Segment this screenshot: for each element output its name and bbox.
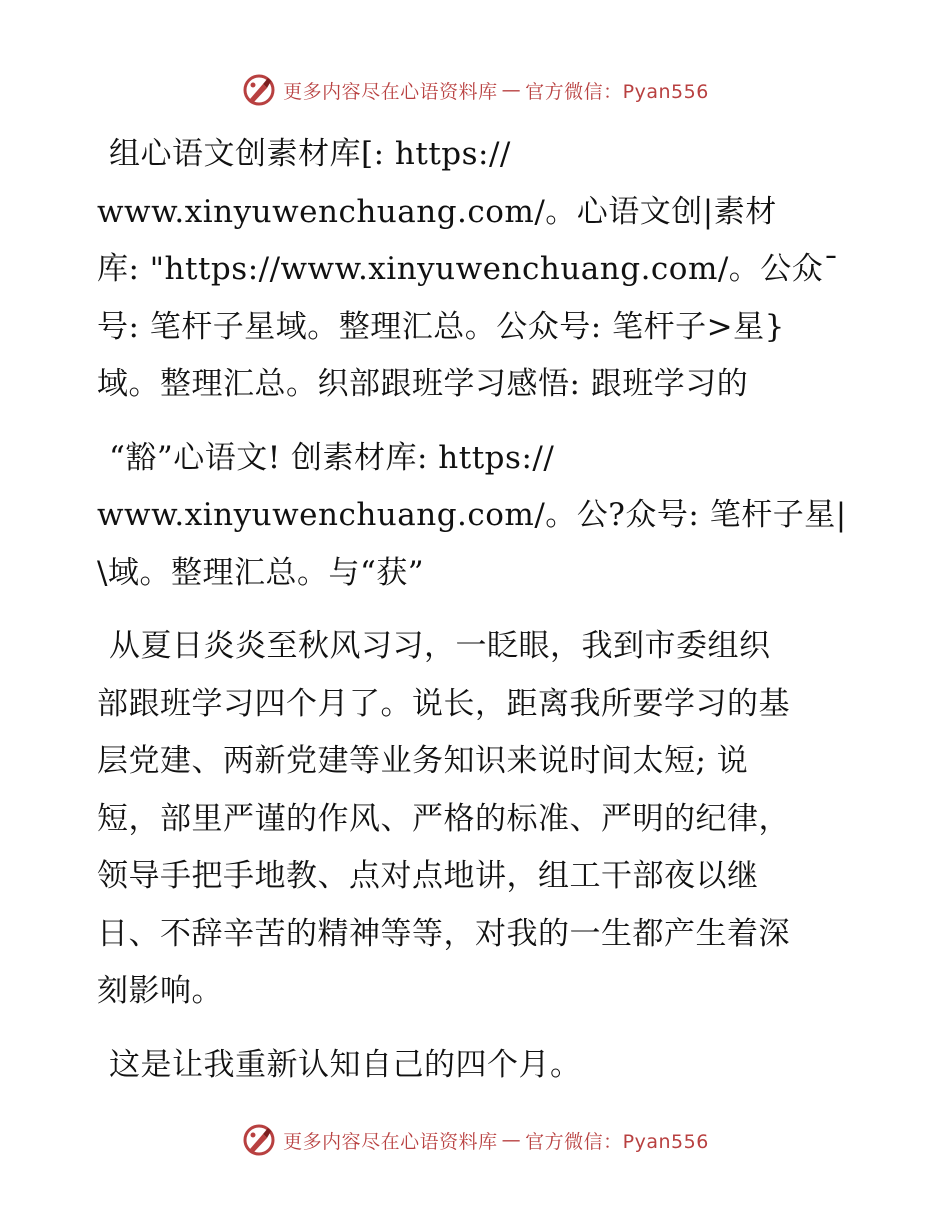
text-line: 层党建、两新党建等业务知识来说时间太短; 说 [97, 743, 749, 779]
text-line: 库: "https://www.xinyuwenchuang.com/。公众¯ [97, 251, 840, 287]
text-line: 组心语文创素材库[: https:// [109, 136, 511, 172]
header-watermark [0, 72, 950, 108]
document-body [97, 126, 857, 1094]
watermark-contact: 官方微信：Pyan556 [525, 1130, 709, 1153]
text-line: 这是让我重新认知自己的四个月。 [109, 1046, 582, 1083]
watermark-text: 更多内容尽在心语资料库 [283, 80, 498, 103]
text-line: 日、不辞辛苦的精神等等，对我的一生都产生着深 [97, 915, 790, 952]
watermark-separator: — [501, 79, 522, 101]
text-line: 领导手把手地教、点对点地讲，组工干部夜以继 [97, 858, 759, 894]
text-line: www.xinyuwenchuang.com/。公?众号: 笔杆子星| [97, 497, 847, 533]
watermark-separator: — [501, 1129, 522, 1151]
text-line: \域。整理汇总。与“获” [97, 554, 425, 591]
watermark-text: 更多内容尽在心语资料库 [283, 1130, 498, 1153]
watermark-contact: 官方微信：Pyan556 [525, 80, 709, 103]
pen-logo-icon [241, 1122, 277, 1158]
text-line: 刻影响。 [97, 973, 223, 1009]
footer-watermark [0, 1122, 950, 1158]
text-line: “豁”心语文! 创素材库: https:// [109, 439, 555, 476]
paragraph [97, 126, 857, 414]
text-line: 号: 笔杆子星域。整理汇总。公众号: 笔杆子>星} [97, 308, 785, 345]
text-line: 从夏日炎炎至秋风习习，一眨眼，我到市委组织 [109, 628, 771, 664]
paragraph [97, 430, 857, 603]
text-line: 域。整理汇总。织部跟班学习感悟: 跟班学习的 [97, 366, 749, 402]
paragraph [97, 618, 857, 1021]
text-line: www.xinyuwenchuang.com/。心语文创|素材 [97, 193, 777, 230]
pen-logo-icon [241, 72, 277, 108]
text-line: 短，部里严谨的作风、严格的标准、严明的纪律， [97, 800, 790, 837]
paragraph [97, 1037, 857, 1095]
text-line: 部跟班学习四个月了。说长，距离我所要学习的基 [97, 685, 790, 722]
